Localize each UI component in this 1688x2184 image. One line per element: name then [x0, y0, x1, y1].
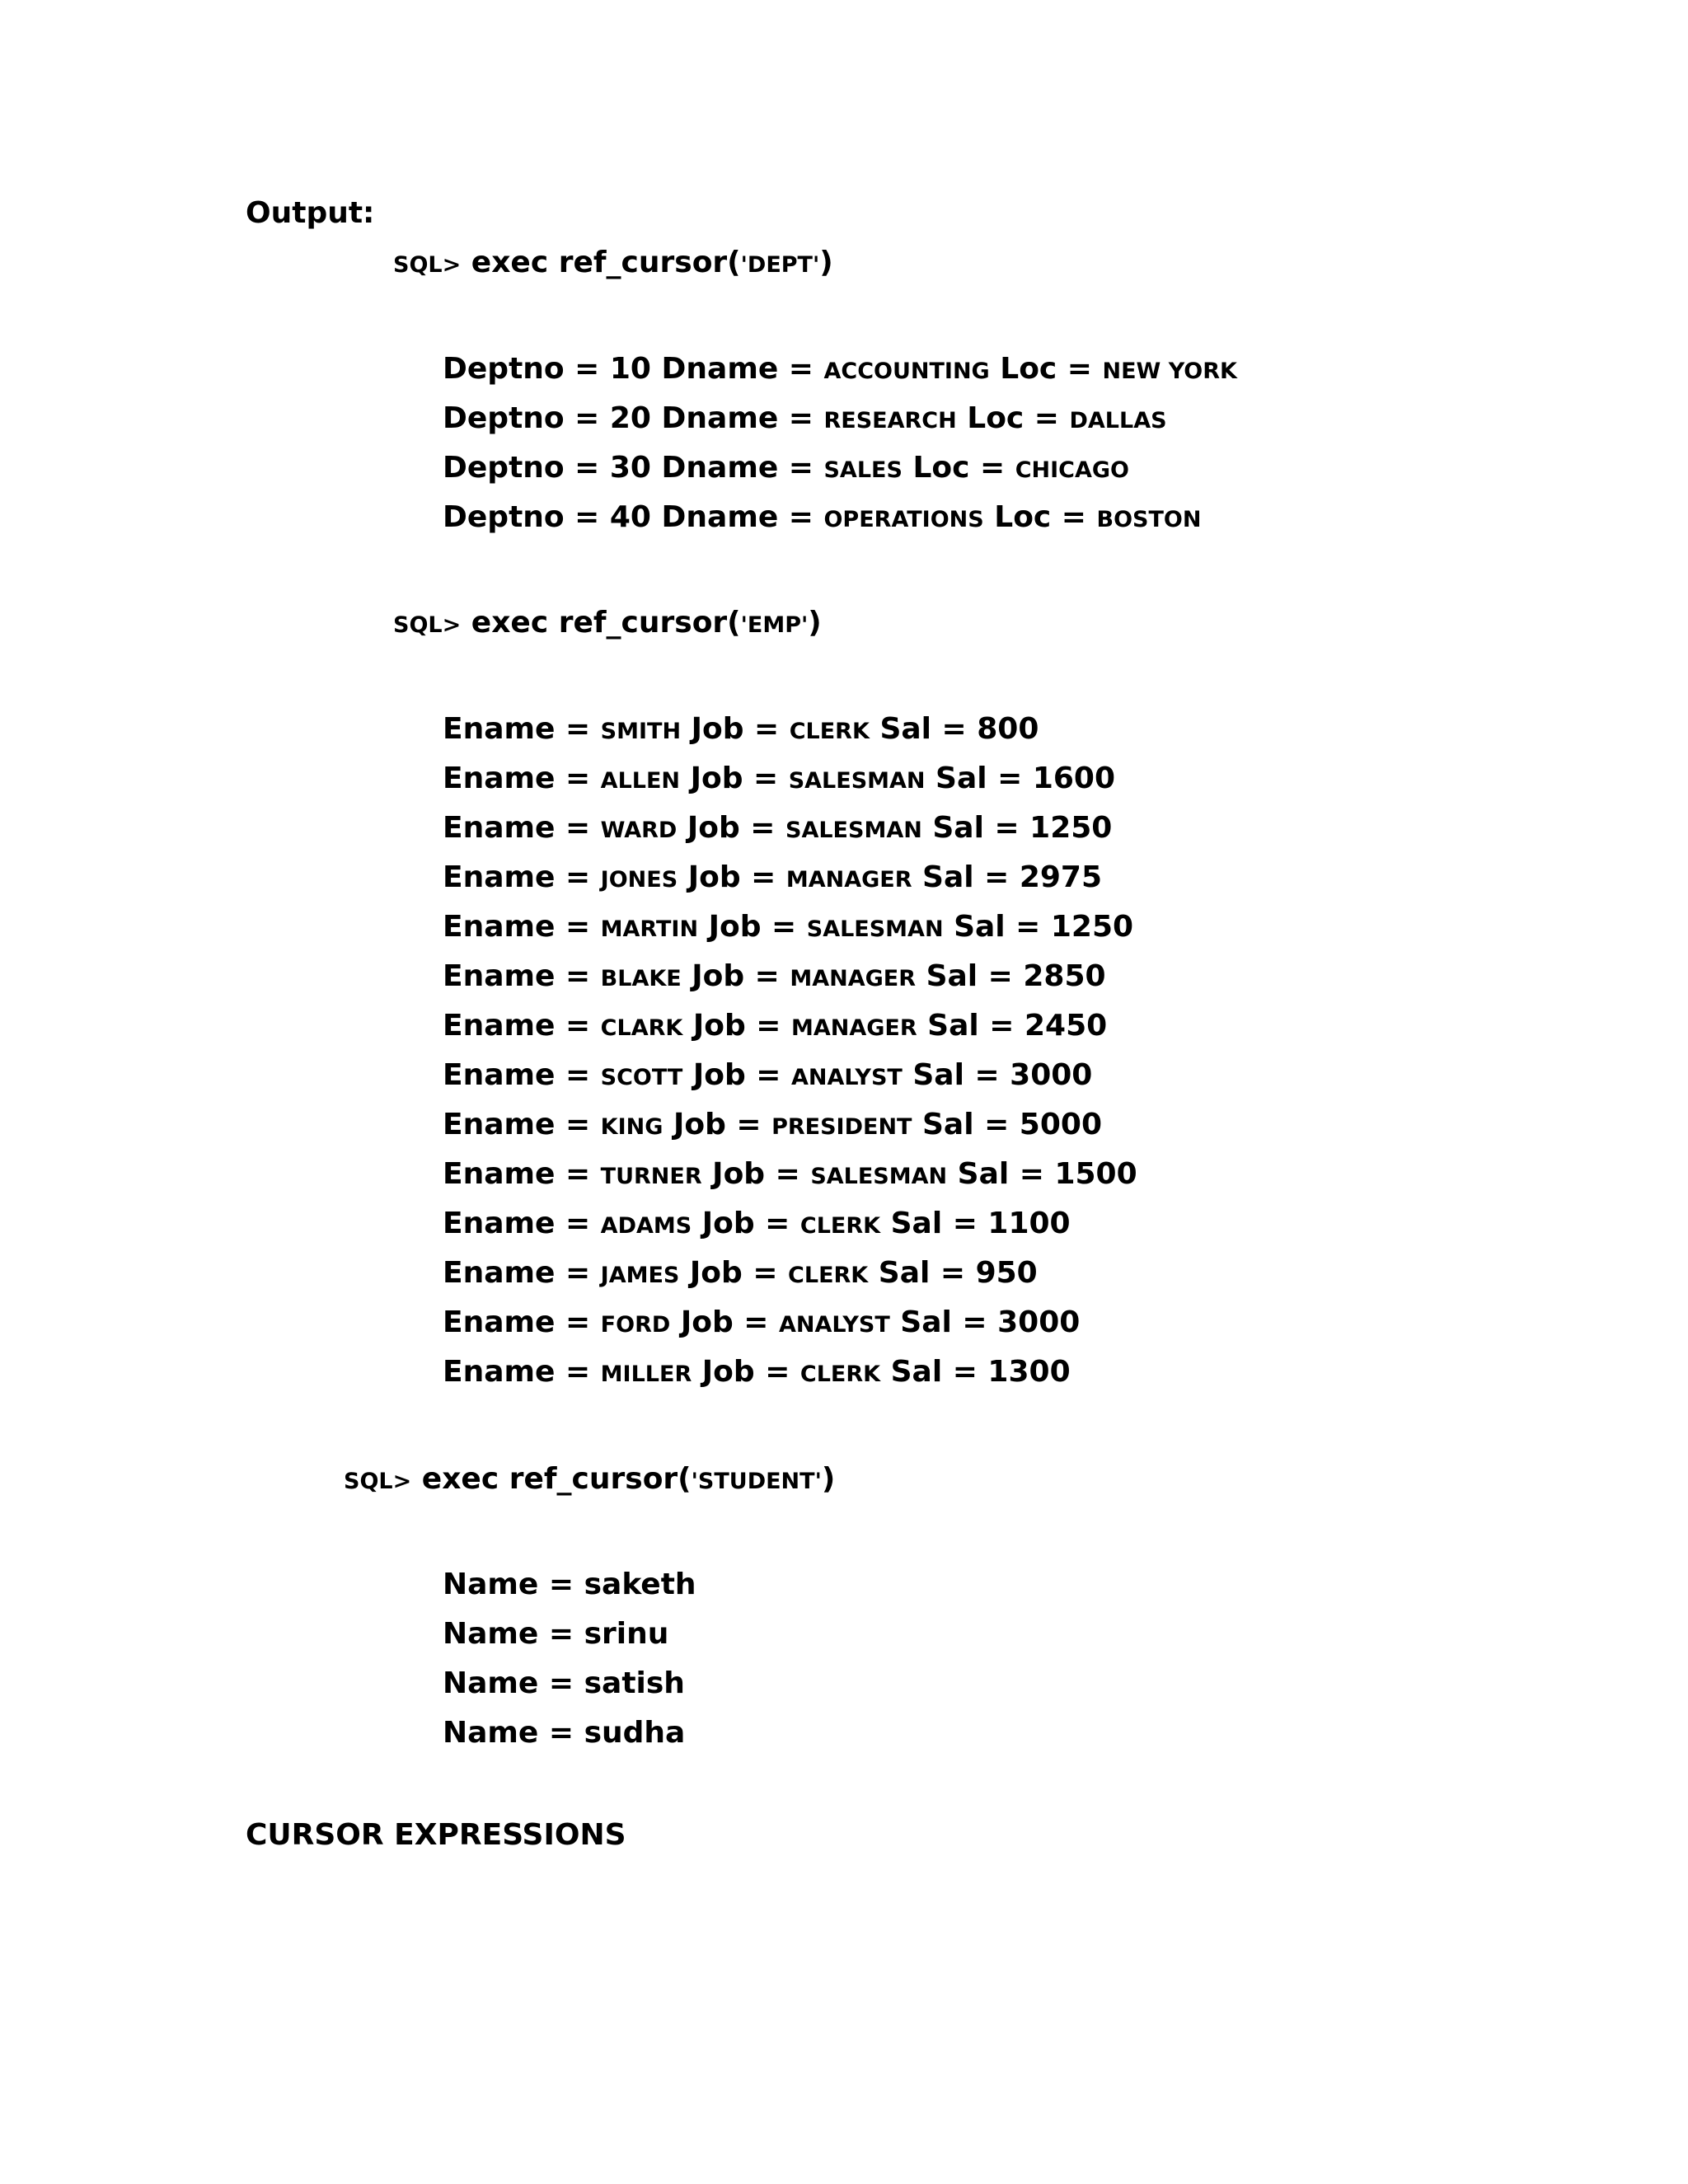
job-label: Job =: [681, 712, 790, 746]
command-argument: 'STUDENT': [691, 1469, 822, 1494]
student-results: [443, 1560, 696, 1758]
emp-row: [443, 853, 1137, 902]
sal-label: Sal =: [880, 1207, 988, 1240]
dept-row: [443, 443, 1237, 493]
emp-row: [443, 1249, 1137, 1298]
ename-value: TURNER: [600, 1164, 702, 1189]
job-label: Job =: [670, 1305, 779, 1339]
ename-label: Ename =: [443, 1256, 601, 1290]
ename-label: Ename =: [443, 1108, 601, 1141]
sal-label: Sal =: [925, 762, 1033, 795]
name-label: Name =: [443, 1666, 584, 1700]
sal-value: 1100: [987, 1207, 1071, 1240]
dname-value: ACCOUNTING: [823, 359, 990, 384]
student-row: [443, 1659, 696, 1708]
student-row: [443, 1708, 696, 1758]
loc-value: NEW YORK: [1102, 359, 1237, 384]
ename-value: FORD: [600, 1312, 671, 1338]
emp-row: [443, 1100, 1137, 1150]
ename-value: JAMES: [600, 1263, 680, 1288]
command-close: ): [808, 606, 822, 640]
deptno-value: 40: [609, 500, 651, 534]
emp-row: [443, 705, 1137, 754]
sal-value: 1500: [1054, 1157, 1137, 1191]
ename-value: MILLER: [600, 1361, 692, 1387]
job-label: Job =: [663, 1108, 772, 1141]
dname-label: Dname =: [650, 352, 824, 386]
job-value: ANALYST: [778, 1312, 890, 1338]
emp-row: [443, 902, 1137, 952]
sal-label: Sal =: [921, 811, 1030, 845]
sql-prompt: SQL>: [344, 1469, 412, 1494]
job-value: CLERK: [789, 719, 870, 744]
job-label: Job =: [678, 860, 786, 894]
ename-label: Ename =: [443, 860, 601, 894]
sal-value: 950: [975, 1256, 1038, 1290]
sal-label: Sal =: [917, 1009, 1025, 1043]
name-label: Name =: [443, 1568, 584, 1601]
command-argument: 'EMP': [740, 612, 809, 638]
sal-label: Sal =: [912, 1108, 1020, 1141]
sal-label: Sal =: [880, 1355, 988, 1389]
sal-value: 5000: [1019, 1108, 1102, 1141]
ename-label: Ename =: [443, 1355, 601, 1389]
sql-prompt: SQL>: [393, 252, 462, 278]
dept-row: [443, 493, 1237, 542]
deptno-label: Deptno =: [443, 451, 610, 485]
student-command-line: [344, 1461, 835, 1500]
sal-label: Sal =: [943, 910, 1051, 944]
ename-value: KING: [600, 1114, 663, 1140]
name-value: sudha: [584, 1716, 686, 1750]
job-value: SALESMAN: [785, 818, 922, 843]
loc-value: CHICAGO: [1015, 457, 1129, 483]
student-row: [443, 1560, 696, 1610]
command-close: ): [821, 1462, 836, 1496]
sql-prompt: SQL>: [393, 612, 462, 638]
dept-row: [443, 344, 1237, 394]
sal-value: 800: [977, 712, 1039, 746]
job-label: Job =: [679, 1256, 789, 1290]
emp-results: [443, 705, 1137, 1397]
name-value: srinu: [584, 1617, 669, 1651]
dept-results: [443, 344, 1237, 542]
command-argument: 'DEPT': [740, 252, 820, 278]
sal-value: 3000: [997, 1305, 1081, 1339]
dname-label: Dname =: [650, 500, 824, 534]
sal-value: 1250: [1029, 811, 1113, 845]
sal-label: Sal =: [947, 1157, 1055, 1191]
dept-row: [443, 394, 1237, 443]
emp-row: [443, 1150, 1137, 1199]
command-text: exec ref_cursor(: [471, 606, 741, 640]
deptno-label: Deptno =: [443, 352, 610, 386]
ename-value: BLAKE: [600, 966, 682, 991]
output-heading: Output:: [246, 196, 375, 230]
ename-label: Ename =: [443, 1157, 601, 1191]
deptno-label: Deptno =: [443, 500, 610, 534]
emp-row: [443, 1001, 1137, 1051]
ename-value: SCOTT: [600, 1065, 683, 1090]
ename-label: Ename =: [443, 762, 601, 795]
job-value: MANAGER: [790, 966, 917, 991]
sal-label: Sal =: [902, 1058, 1010, 1092]
sal-label: Sal =: [912, 860, 1020, 894]
ename-label: Ename =: [443, 712, 601, 746]
deptno-label: Deptno =: [443, 401, 610, 435]
sal-label: Sal =: [916, 959, 1024, 993]
ename-value: MARTIN: [600, 916, 699, 942]
emp-row: [443, 804, 1137, 853]
dname-label: Dname =: [650, 451, 824, 485]
sal-label: Sal =: [868, 1256, 976, 1290]
loc-value: BOSTON: [1096, 507, 1202, 532]
loc-label: Loc =: [956, 401, 1070, 435]
command-text: exec ref_cursor(: [471, 246, 741, 279]
name-value: saketh: [584, 1568, 696, 1601]
ename-label: Ename =: [443, 1009, 601, 1043]
deptno-value: 30: [609, 451, 651, 485]
loc-label: Loc =: [902, 451, 1015, 485]
job-value: SALESMAN: [788, 768, 926, 794]
job-value: SALESMAN: [806, 916, 944, 942]
ename-label: Ename =: [443, 1207, 601, 1240]
command-text: exec ref_cursor(: [421, 1462, 692, 1496]
job-label: Job =: [680, 762, 789, 795]
job-label: Job =: [701, 1157, 811, 1191]
sal-value: 1600: [1032, 762, 1116, 795]
deptno-value: 20: [609, 401, 651, 435]
student-row: [443, 1610, 696, 1659]
job-value: ANALYST: [791, 1065, 903, 1090]
loc-label: Loc =: [989, 352, 1103, 386]
job-value: CLERK: [788, 1263, 869, 1288]
job-label: Job =: [692, 1355, 800, 1389]
dname-value: OPERATIONS: [823, 507, 984, 532]
emp-command-line: [393, 605, 822, 644]
emp-row: [443, 754, 1137, 804]
ename-label: Ename =: [443, 1058, 601, 1092]
ename-value: JONES: [600, 867, 678, 893]
job-value: SALESMAN: [810, 1164, 948, 1189]
sal-value: 2850: [1023, 959, 1106, 993]
name-label: Name =: [443, 1617, 584, 1651]
job-value: CLERK: [799, 1361, 881, 1387]
sal-value: 2450: [1024, 1009, 1108, 1043]
sal-label: Sal =: [869, 712, 978, 746]
ename-value: ALLEN: [600, 768, 681, 794]
emp-row: [443, 952, 1137, 1001]
emp-row: [443, 1347, 1137, 1397]
ename-label: Ename =: [443, 959, 601, 993]
ename-label: Ename =: [443, 910, 601, 944]
name-value: satish: [584, 1666, 685, 1700]
dname-value: SALES: [823, 457, 903, 483]
emp-row: [443, 1199, 1137, 1249]
dname-label: Dname =: [650, 401, 824, 435]
ename-value: WARD: [600, 818, 678, 843]
ename-value: SMITH: [600, 719, 682, 744]
sal-value: 3000: [1010, 1058, 1093, 1092]
job-value: MANAGER: [785, 867, 912, 893]
job-value: PRESIDENT: [771, 1114, 912, 1140]
section-heading: CURSOR EXPRESSIONS: [246, 1818, 626, 1852]
job-label: Job =: [681, 959, 790, 993]
loc-label: Loc =: [983, 500, 1097, 534]
command-close: ): [819, 246, 833, 279]
job-label: Job =: [682, 1058, 792, 1092]
ename-value: ADAMS: [600, 1213, 692, 1239]
dept-command-line: [393, 245, 833, 284]
sal-value: 2975: [1019, 860, 1103, 894]
ename-label: Ename =: [443, 811, 601, 845]
ename-label: Ename =: [443, 1305, 601, 1339]
deptno-value: 10: [609, 352, 651, 386]
job-value: CLERK: [799, 1213, 881, 1239]
loc-value: DALLAS: [1069, 408, 1167, 434]
emp-row: [443, 1298, 1137, 1347]
sal-label: Sal =: [889, 1305, 998, 1339]
job-label: Job =: [698, 910, 807, 944]
job-value: MANAGER: [790, 1015, 917, 1041]
name-label: Name =: [443, 1716, 584, 1750]
ename-value: CLARK: [600, 1015, 683, 1041]
job-label: Job =: [682, 1009, 791, 1043]
sal-value: 1250: [1050, 910, 1134, 944]
emp-row: [443, 1051, 1137, 1100]
dname-value: RESEARCH: [823, 408, 957, 434]
job-label: Job =: [692, 1207, 800, 1240]
job-label: Job =: [677, 811, 786, 845]
sal-value: 1300: [987, 1355, 1071, 1389]
